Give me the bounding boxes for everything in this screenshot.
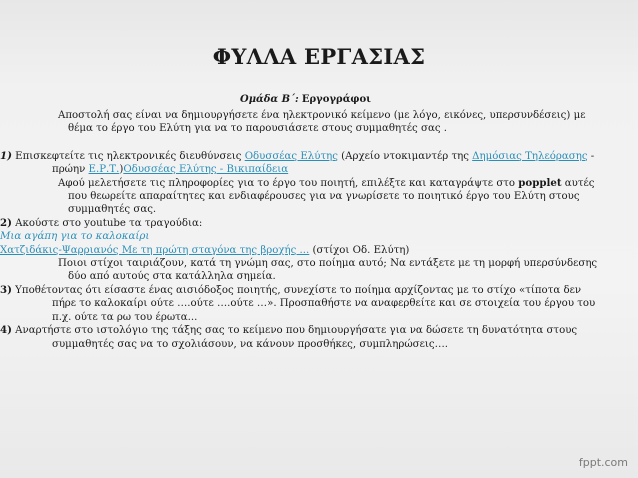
song-2-suffix: (στίχοι Οδ. Ελύτη) [309,244,410,256]
task-1-number: 1) [0,149,12,162]
task-2-question: Ποιοι στίχοι ταιριάζουν, κατά τη γνώμη σας, στο ποίημα αυτό; Να εντάξετε με τη μορφή υπερσύνδεσης δύο από αυτούς στα κατάλληλα σημεία. [58,258,598,283]
link-dimosia-tileorasi[interactable]: Δημόσιας Τηλεόρασης [472,150,588,162]
task-2-text: Ακούστε στο youtube τα τραγούδια: [11,217,203,229]
watermark: fppt.com [578,456,628,469]
team-heading [240,94,371,105]
task-1-text-c: - πρώην [52,150,595,176]
task-1-text-b: (Αρχείο ντοκιμαντέρ της [337,150,473,162]
task-3-text: Υποθέτοντας ότι είσαστε ένας αισιόδοξος ποιητής, συνεχίστε το ποίημα αρχίζοντας με το στίχο «τίποτα δεν πήρε το καλοκαίρι ούτε ….ούτε ….ούτε …». Προσπαθήστε να αναφερθείτε και σε στοιχεία του έργου του π.χ. ούτε τα ρω του έρωτα... [11,284,596,323]
task-2-number: 2) [0,216,12,229]
task-1-study-a: Αφού μελετήσετε τις πληροφορίες για το έργο του ποιητή, επιλέξτε και καταγράψτε στο [58,177,519,189]
song-1 [0,230,598,243]
worksheet-body [0,109,598,351]
page-title: ΦΥΛΛΑ ΕΡΓΑΣΙΑΣ [212,44,426,69]
song-1-link[interactable]: Μια αγάπη για το καλοκαίρι [0,231,150,243]
song-2-link[interactable]: Χατζιδάκις-Ψαρριανός Με τη πρώτη σταγόνα της βροχής ... [0,244,310,256]
task-4-number: 4) [0,324,12,337]
popplet-label: popplet [518,176,562,189]
spacer [38,136,598,150]
task-4 [0,324,598,351]
task-1-study [38,177,598,217]
team-label: Ομάδα Β΄: [240,94,299,105]
task-3 [0,284,598,324]
link-wikipedia[interactable]: Οδυσσέας Ελύτης - Βικιπαίδεια [123,164,289,176]
intro-paragraph: Αποστολή σας είναι να δημιουργήσετε ένα ηλεκτρονικό κείμενο (με λόγο, εικόνες, υπερσυνδέσεις) με θέμα το έργο του Ελύτη για να το παρουσιάσετε στους συμμαθητές σας . [58,110,586,135]
task-1-text-d: ) [119,164,124,176]
team-name: Εργογράφοι [301,94,371,105]
task-2 [0,217,598,230]
task-1-study-b: αυτές που θεωρείτε απαραίτητες και ενδιαφέρουσες για να γνωρίσετε το ποιητικό έργο του Ελύτη στους συμμαθητές σας. [68,177,595,216]
link-ert[interactable]: Ε.Ρ.Τ. [88,164,120,176]
task-1-text-a: Επισκεφτείτε τις ηλεκτρονικές διευθύνσεις [11,150,245,162]
link-odysseas-elytis[interactable]: Οδυσσέας Ελύτης [244,150,338,162]
task-1 [0,150,598,177]
task-4-text: Αναρτήστε στο ιστολόγιο της τάξης σας το κείμενο που δημιουργήσατε για να δώσετε τη δυνατότητα στους συμμαθητές σας να το σχολιάσουν, να κάνουν προσθήκες, συμπληρώσεις…. [11,325,578,350]
task-3-number: 3) [0,283,12,296]
song-2 [0,244,598,257]
